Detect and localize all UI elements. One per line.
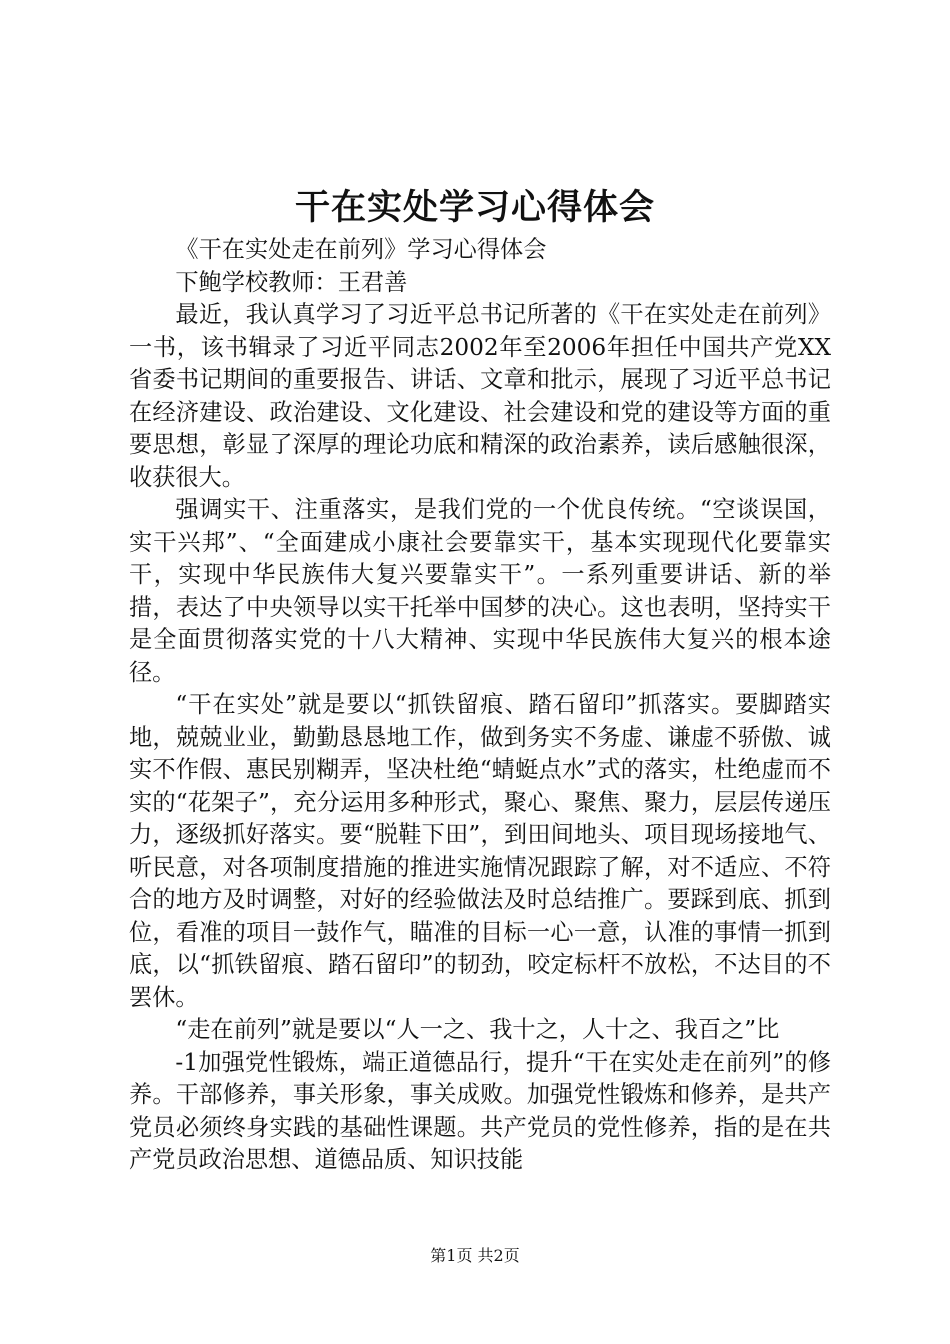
document-title: 干在实处学习心得体会 bbox=[294, 187, 655, 228]
body-paragraph-3: “干在实处”就是要以“抓铁留痕、踏石留印”抓落实。要脚踏实地，兢兢业业，勤勤恳恳地工作，做到务实不务虚、谦虚不骄傲、诚实不作假、惠民别糊弄，坚决杜绝“蜻蜓点水”式的落实，杜绝虚而不实的“花架子”，充分运用多种形式，聚心、聚焦、聚力，层层传递压力，逐级抓好落实。要“脱鞋下田”，到田间地头、项目现场接地气、听民意，对各项制度措施的推进实施情况跟踪了解，对不适应、不符合的地方及时调整，对好的经验做法及时总结推广。要踩到底、抓到位，看准的项目一鼓作气，瞄准的目标一心一意，认准的事情一抓到底，以“抓铁留痕、踏石留印”的韧劲，咬定标杆不放松，不达目的不罢休。 bbox=[129, 691, 831, 1011]
body-paragraph-4: “走在前列”就是要以“人一之、我十之，人十之、我百之”比 bbox=[175, 1016, 780, 1043]
body-paragraph-5: -1加强党性锻炼，端正道德品行，提升“干在实处走在前列”的修养。干部修养，事关形象，事关成败。加强党性锻炼和修养，是共产党员必须终身实践的基础性课题。共产党员的党性修养，指的是在共产党员政治思想、道德品质、知识技能 bbox=[129, 1048, 831, 1173]
page-number-footer: 第1页 共2页 bbox=[430, 1246, 520, 1265]
body-paragraph-1: 最近，我认真学习了习近平总书记所著的《干在实处走在前列》一书，该书辑录了习近平同志2002年至2006年担任中国共产党XX省委书记期间的重要报告、讲话、文章和批示，展现了习近平总书记在经济建设、政治建设、文化建设、社会建设和党的建设等方面的重要思想，彰显了深厚的理论功底和精深的政治素养，读后感触很深，收获很大。 bbox=[129, 301, 831, 491]
author-paragraph: 下鲍学校教师：王君善 bbox=[175, 268, 408, 296]
body-paragraph-2: 强调实干、注重落实，是我们党的一个优良传统。“空谈误国，实干兴邦”、“全面建成小康社会要靠实干，基本实现现代化要靠实干，实现中华民族伟大复兴要靠实干”。一系列重要讲话、新的举措，表达了中央领导以实干托举中国梦的决心。这也表明，坚持实干是全面贯彻落实党的十八大精神、实现中华民族伟大复兴的根本途径。 bbox=[129, 496, 831, 686]
subtitle-paragraph: 《干在实处走在前列》学习心得体会 bbox=[175, 236, 547, 263]
document-body bbox=[129, 234, 831, 1177]
